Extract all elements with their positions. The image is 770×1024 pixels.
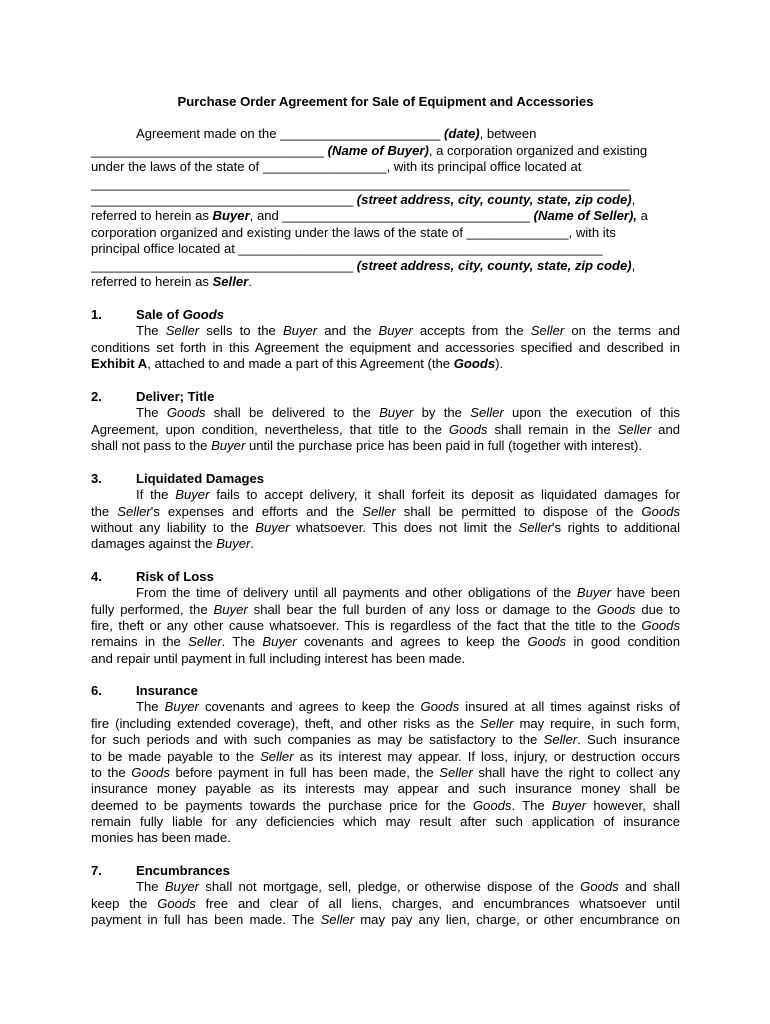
section-6-line-6: insurance money payable as its interests may appear and such insurance money shall be — [91, 781, 680, 796]
section-7-line-1: The Buyer shall not mortgage, sell, pledge, or otherwise dispose of the Goods and shall — [136, 879, 681, 894]
preamble-line-5: ____________________________________ (street address, city, county, state, zip code), — [91, 192, 636, 207]
section-4-line-1: From the time of delivery until all payments and other obligations of the Buyer have been — [136, 585, 680, 600]
section-6-heading: Insurance — [136, 683, 198, 698]
section-7-number: 7. — [91, 863, 102, 878]
section-6-line-8: remain fully liable for any deficiencies which may result after such application of insurance — [91, 814, 680, 829]
preamble-line-1: Agreement made on the ______________________ (date), between — [136, 126, 537, 141]
section-1-heading: Sale of Goods — [136, 307, 225, 322]
preamble-line-3: under the laws of the state of _________________, with its principal office located at — [91, 159, 582, 174]
page-title: Purchase Order Agreement for Sale of Equipment and Accessories — [177, 94, 594, 109]
section-2-line-3: shall not pass to the Buyer until the purchase price has been paid in full (together with interest). — [91, 438, 643, 453]
section-1-line-2: conditions set forth in this Agreement the equipment and accessories specified and described in — [91, 340, 680, 355]
section-7-line-3: payment in full has been made. The Seller may pay any lien, charge, or other encumbrance on — [91, 912, 680, 927]
section-4-line-3: fire, theft or any other cause whatsoever. This is regardless of the fact that the title to the Goods — [91, 618, 680, 633]
section-3-heading: Liquidated Damages — [136, 471, 265, 486]
section-6-line-3: for such periods and with such companies as may be satisfactory to the Seller. Such insurance — [91, 732, 680, 747]
section-6-line-2: fire (including extended coverage), theft, and other risks as the Seller may require, in such form, — [91, 716, 680, 731]
preamble-line-4: __________________________________________________________________________ — [91, 176, 630, 191]
section-7-line-2: keep the Goods free and clear of all liens, charges, and encumbrances whatsoever until — [91, 896, 680, 911]
section-6-line-5: to the Goods before payment in full has been made, the Seller shall have the right to collect any — [91, 765, 680, 780]
preamble-line-8: principal office located at __________________________________________________ — [91, 241, 603, 256]
section-7-heading: Encumbrances — [136, 863, 230, 878]
preamble-line-10: referred to herein as Seller. — [91, 274, 252, 289]
section-3-line-2: the Seller's expenses and efforts and the Seller shall be permitted to dispose of the Goods — [91, 504, 680, 519]
section-6-line-4: to be made payable to the Seller as its interest may appear. If loss, injury, or destruction occurs — [91, 749, 680, 764]
preamble-line-6: referred to herein as Buyer, and __________________________________ (Name of Seller), a — [91, 208, 648, 223]
section-6-line-7: deemed to be payments towards the purchase price for the Goods. The Buyer however, shall — [91, 798, 680, 813]
preamble-line-9: ____________________________________ (street address, city, county, state, zip code), — [91, 258, 636, 273]
section-2-number: 2. — [91, 389, 102, 404]
section-1-number: 1. — [91, 307, 102, 322]
section-2-line-1: The Goods shall be delivered to the Buyer by the Seller upon the execution of this — [136, 405, 680, 420]
preamble-line-2: ________________________________ (Name of Buyer), a corporation organized and existing — [91, 143, 648, 158]
section-3-line-3: without any liability to the Buyer whatsoever. This does not limit the Seller's rights to additional — [91, 520, 680, 535]
section-2-line-2: Agreement, upon condition, nevertheless, that title to the Goods shall remain in the Seller and — [91, 422, 681, 437]
section-4-line-2: fully performed, the Buyer shall bear the full burden of any loss or damage to the Goods due to — [91, 602, 680, 617]
section-6-line-1: The Buyer covenants and agrees to keep the Goods insured at all times against risks of — [136, 699, 681, 714]
section-4-number: 4. — [91, 569, 102, 584]
section-2-heading: Deliver; Title — [136, 389, 215, 404]
section-1-line-3: Exhibit A, attached to and made a part of this Agreement (the Goods). — [91, 356, 504, 371]
section-3-number: 3. — [91, 471, 102, 486]
section-3-line-4: damages against the Buyer. — [91, 536, 255, 551]
section-4-heading: Risk of Loss — [136, 569, 214, 584]
section-3-line-1: If the Buyer fails to accept delivery, it shall forfeit its deposit as liquidated damages for — [136, 487, 680, 502]
section-4-line-5: and repair until payment in full including interest has been made. — [91, 651, 466, 666]
section-1-line-1: The Seller sells to the Buyer and the Buyer accepts from the Seller on the terms and — [136, 323, 681, 338]
section-6-number: 6. — [91, 683, 102, 698]
preamble-line-7: corporation organized and existing under the laws of the state of ______________, with its — [91, 225, 616, 240]
section-6-line-9: monies has been made. — [91, 830, 231, 845]
section-4-line-4: remains in the Seller. The Buyer covenants and agrees to keep the Goods in good condition — [91, 634, 680, 649]
